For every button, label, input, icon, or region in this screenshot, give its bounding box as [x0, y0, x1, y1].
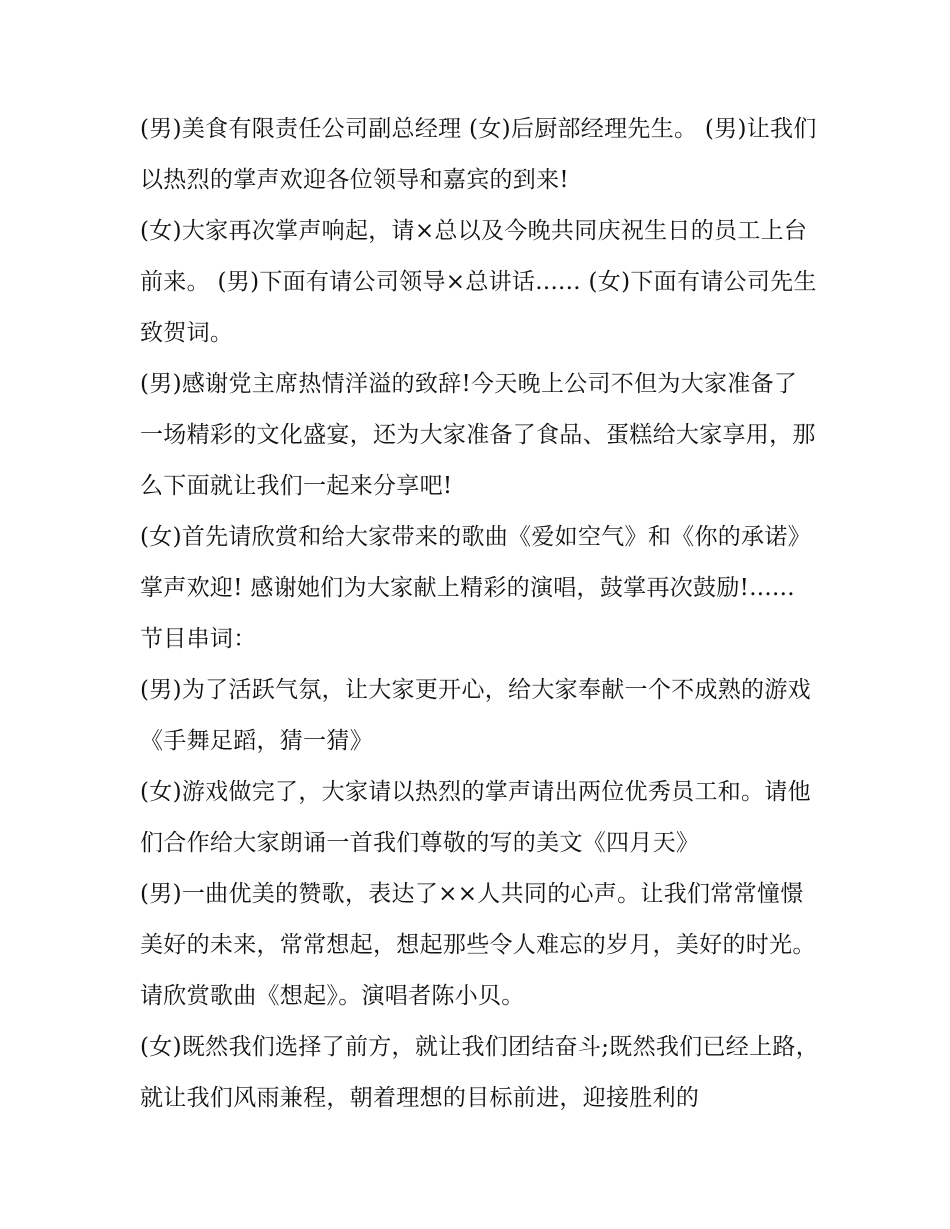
paragraph-8: (女)既然我们选择了前方，就让我们团结奋斗;既然我们已经上路，就让我们风雨兼程，朝着理想的目标前进，迎接胜利的 [140, 1034, 819, 1111]
paragraph-2: (女)大家再次掌声响起，请×总以及今晚共同庆祝生日的员工上台前来。 (男)下面有请公司领导×总讲话...... (女)下面有请公司先生致贺词。 [140, 218, 817, 346]
paragraph-3: (男)感谢党主席热情洋溢的致辞!今天晚上公司不但为大家准备了一场精彩的文化盛宴，还为大家准备了食品、蛋糕给大家享用，那么下面就让我们一起来分享吧! [140, 371, 816, 499]
document-body [140, 104, 820, 1124]
paragraph-4: (女)首先请欣赏和给大家带来的歌曲《爱如空气》和《你的承诺》掌声欢迎! 感谢她们为大家献上精彩的演唱，鼓掌再次鼓励!...... 节目串词： [140, 524, 811, 652]
paragraph-1: (男)美食有限责任公司副总经理 (女)后厨部经理先生。 (男)让我们以热烈的掌声欢迎各位领导和嘉宾的到来! [140, 116, 817, 193]
paragraph-5: (男)为了活跃气氛，让大家更开心，给大家奉献一个不成熟的游戏《手舞足蹈，猜一猜》 [140, 677, 811, 754]
paragraph-6: (女)游戏做完了，大家请以热烈的掌声请出两位优秀员工和。请他们合作给大家朗诵一首我们尊敬的写的美文《四月天》 [140, 779, 811, 856]
paragraph-7: (男)一曲优美的赞歌，表达了××人共同的心声。让我们常常憧憬美好的未来，常常想起，想起那些令人难忘的岁月，美好的时光。请欣赏歌曲《想起》。演唱者陈小贝。 [140, 881, 816, 1009]
